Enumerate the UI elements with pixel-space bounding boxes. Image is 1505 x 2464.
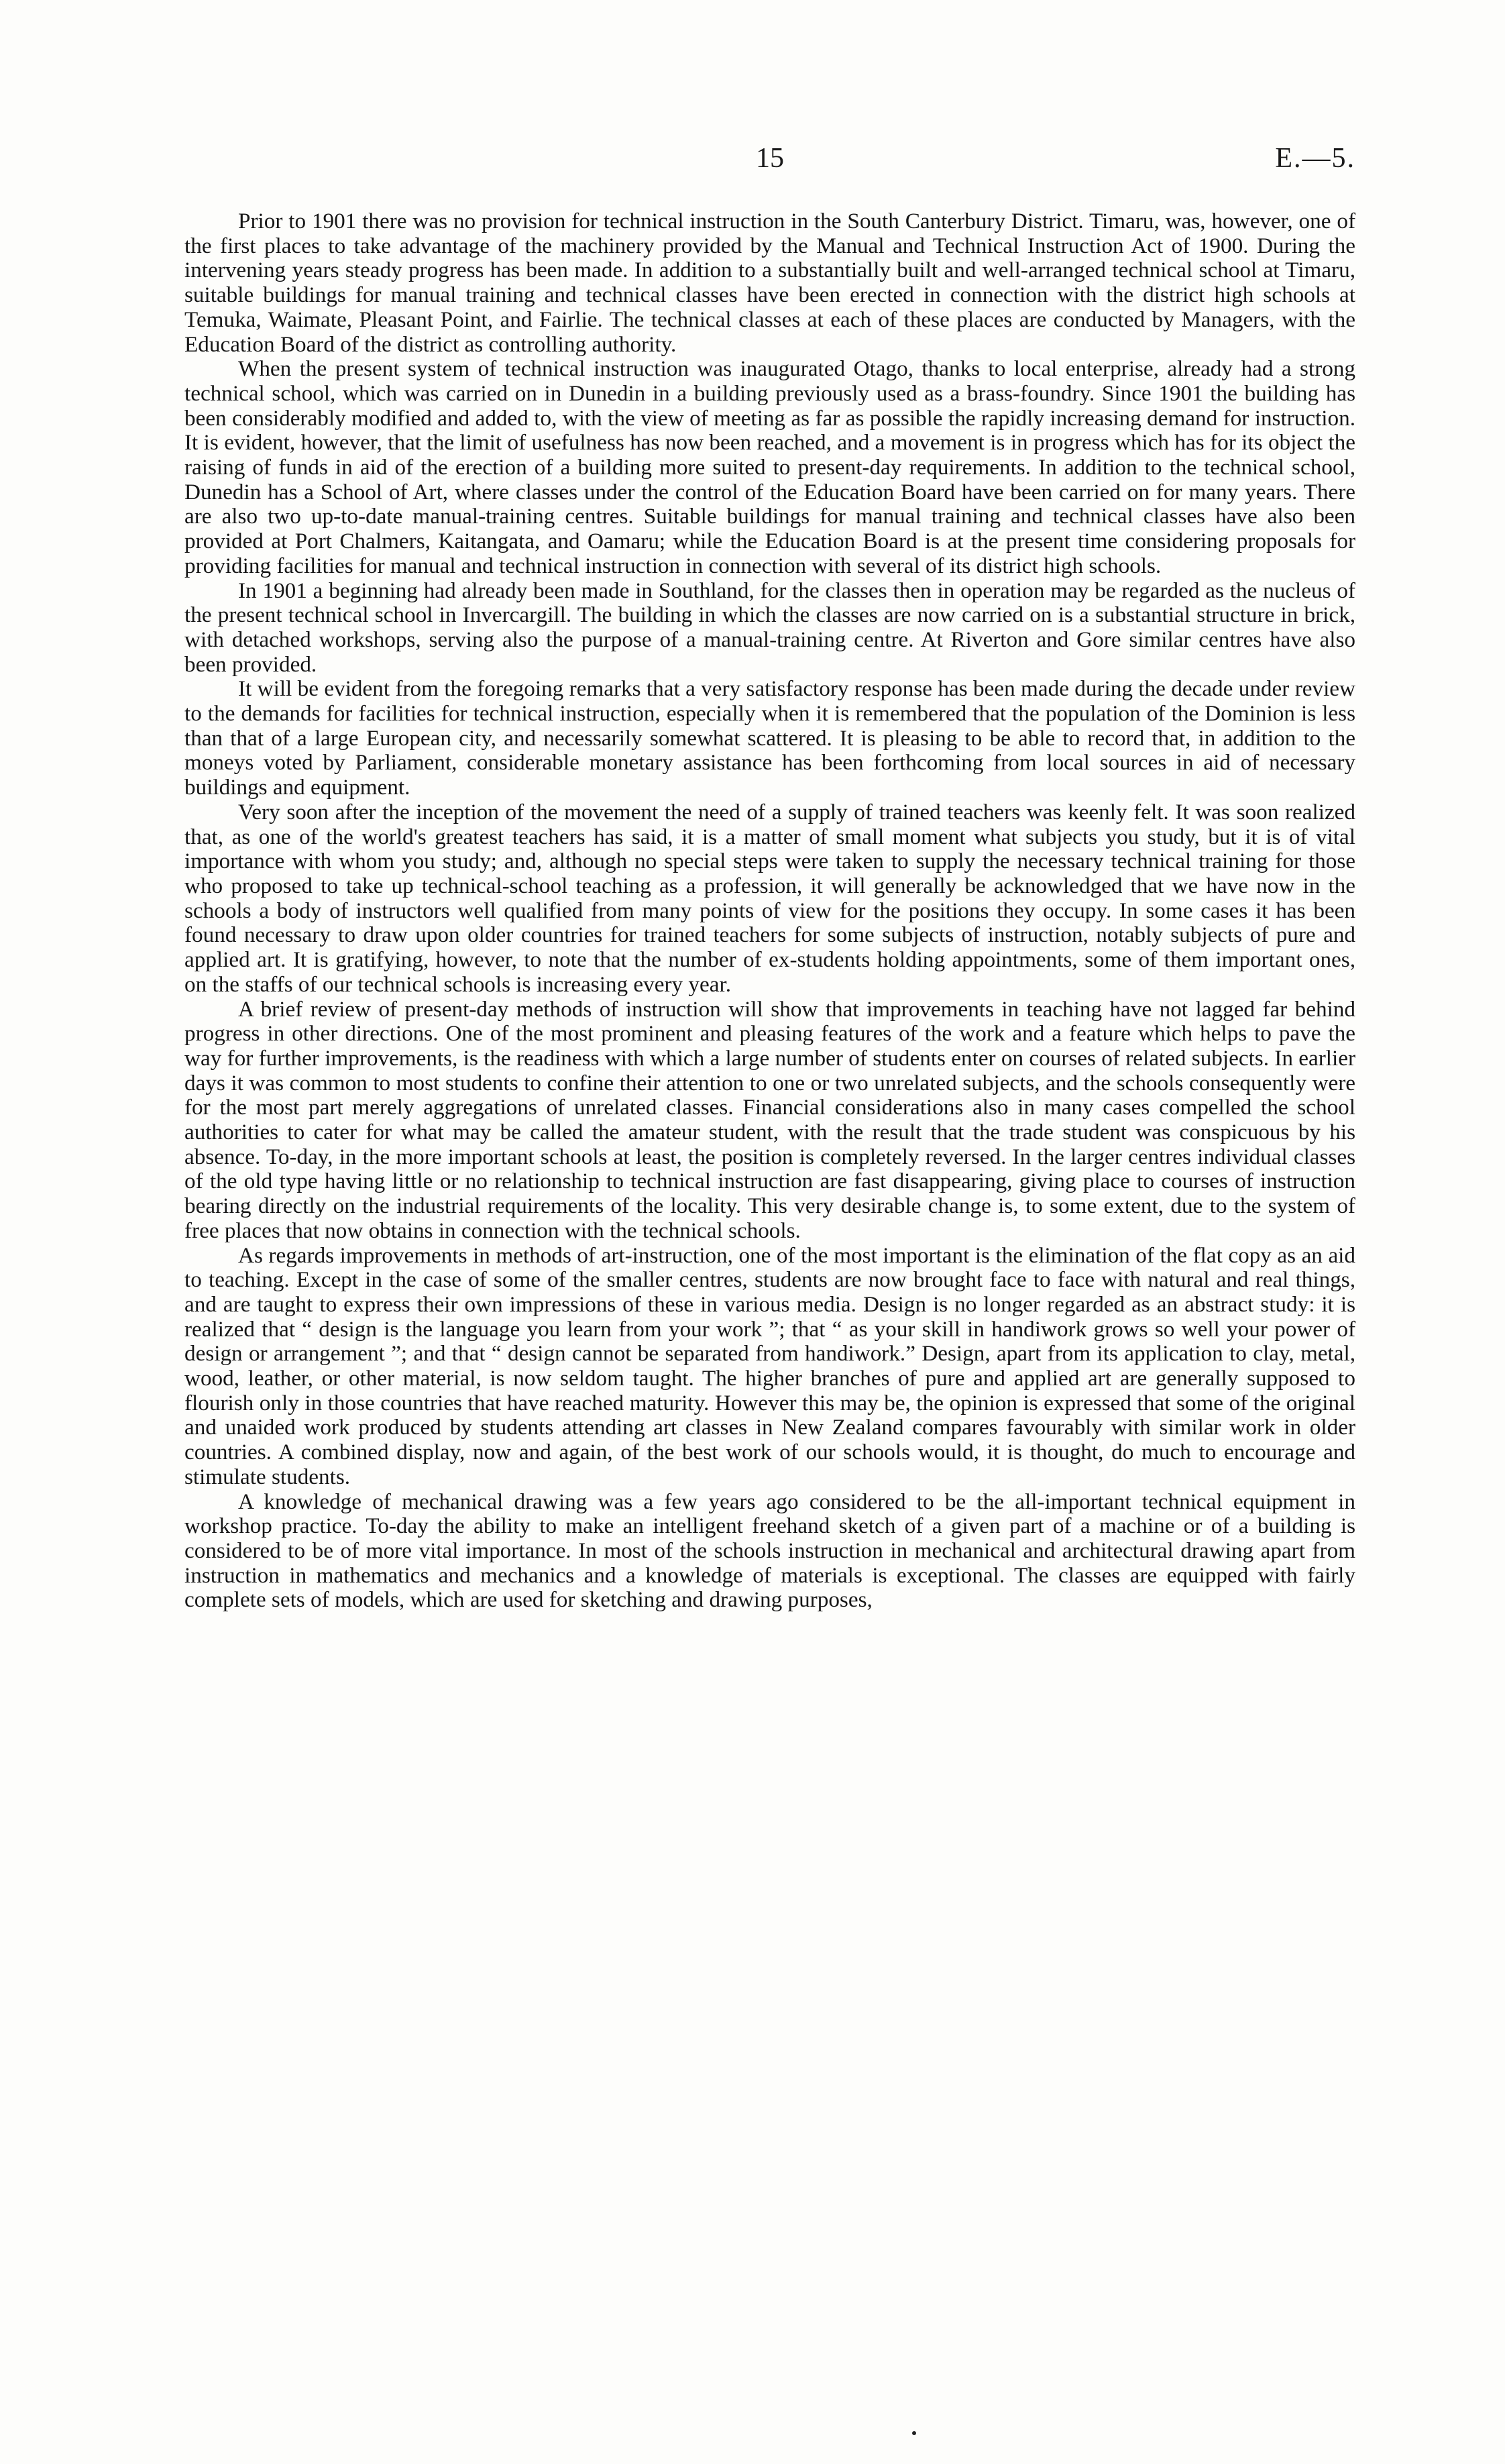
page-number: 15	[756, 143, 784, 174]
paragraph-otago: When the present system of technical instruction was inaugurated Otago, thanks to local enterprise, already had a strong technical school, which was carried on in Dunedin in a building previously used as a brass-foundry. Since 1901 the building has been considerably modified and added to, with the view of meeting as far as possible the rapidly increasing demand for instruction. It is evident, however, that the limit of usefulness has now been reached, and a movement is in progress which has for its object the raising of funds in aid of the erection of a building more suited to present-day requirements. In addition to the technical school, Dunedin has a School of Art, where classes under the control of the Education Board have been carried on for many years. There are also two up-to-date manual-training centres. Suitable buildings for manual training and technical classes have also been provided at Port Chalmers, Kaitangata, and Oamaru; while the Education Board is at the present time considering proposals for providing facilities for manual and technical instruction in connection with several of its district high schools.	[184, 356, 1355, 578]
page-header	[184, 142, 1355, 182]
print-mark	[912, 2431, 916, 2435]
paragraph-response-summary: It will be evident from the foregoing remarks that a very satisfactory response has been made during the decade under review to the demands for facilities for technical instruction, especially when it is remembered that the population of the Dominion is less than that of a large European city, and necessarily somewhat scattered. It is pleasing to be able to record that, in addition to the moneys voted by Parliament, considerable monetary assistance has been forthcoming from local sources in aid of necessary buildings and equipment.	[184, 676, 1355, 800]
paragraph-south-canterbury: Prior to 1901 there was no provision for technical instruction in the South Canterbury District. Timaru, was, however, one of the first places to take advantage of the machinery provided by the Manual and Technical Instruction Act of 1900. During the intervening years steady progress has been made. In addition to a substantially built and well-arranged technical school at Timaru, suitable buildings for manual training and technical classes have been erected in connection with the district high schools at Temuka, Waimate, Pleasant Point, and Fairlie. The technical classes at each of these places are conducted by Managers, with the Education Board of the district as controlling authority.	[184, 209, 1355, 357]
paragraph-mechanical-drawing: A knowledge of mechanical drawing was a few years ago considered to be the all-important technical equipment in workshop practice. To-day the ability to make an intelligent freehand sketch of a given part of a machine or of a building is considered to be of more vital importance. In most of the schools instruction in mechanical and architectural drawing apart from instruction in mathematics and mechanics and a knowledge of materials is exceptional. The classes are equipped with fairly complete sets of models, which are used for sketching and drawing purposes,	[184, 1489, 1355, 1613]
paragraph-southland: In 1901 a beginning had already been made in Southland, for the classes then in operation may be regarded as the nucleus of the present technical school in Invercargill. The building in which the classes are now carried on is a substantial structure in brick, with detached workshops, serving also the purpose of a manual-training centre. At Riverton and Gore similar centres have also been provided.	[184, 578, 1355, 677]
paragraph-methods-of-instruction: A brief review of present-day methods of instruction will show that improvements in teaching have not lagged far behind progress in other directions. One of the most prominent and pleasing features of the work and a feature which helps to pave the way for further improvements, is the readiness with which a large number of students enter on courses of related subjects. In earlier days it was common to most students to confine their attention to one or two unrelated subjects, and the schools consequently were for the most part merely aggregations of unrelated classes. Financial considerations also in many cases compelled the school authorities to cater for what may be called the amateur student, with the result that the trade student was conspicuous by his absence. To-day, in the more important schools at least, the position is completely reversed. In the larger centres individual classes of the old type having little or no relationship to technical instruction are fast disappearing, giving place to courses of instruction bearing directly on the industrial requirements of the locality. This very desirable change is, to some extent, due to the system of free places that now obtains in connection with the technical schools.	[184, 996, 1355, 1243]
paragraph-trained-teachers: Very soon after the inception of the movement the need of a supply of trained teachers was keenly felt. It was soon realized that, as one of the world's greatest teachers has said, it is a matter of small moment what subjects you study, but it is of vital importance with whom you study; and, although no special steps were taken to supply the necessary technical training for those who proposed to take up technical-school teaching as a profession, it will generally be acknowledged that we have now in the schools a body of instructors well qualified from many points of view for the positions they occupy. In some cases it has been found necessary to draw upon older countries for trained teachers for some subjects of instruction, notably subjects of pure and applied art. It is gratifying, however, to note that the number of ex-students holding appointments, some of them important ones, on the staffs of our technical schools is increasing every year.	[184, 799, 1355, 997]
paragraph-art-instruction: As regards improvements in methods of art-instruction, one of the most important is the elimination of the flat copy as an aid to teaching. Except in the case of some of the smaller centres, students are now brought face to face with natural and real things, and are taught to express their own impressions of these in various media. Design is no longer regarded as an abstract study: it is realized that “ design is the language you learn from your work ”; that “ as your skill in handiwork grows so well your power of design or arrangement ”; and that “ design cannot be separated from handiwork.” Design, apart from its application to clay, metal, wood, leather, or other material, is now seldom taught. The higher branches of pure and applied art are generally supposed to flourish only in those countries that have reached maturity. However this may be, the opinion is expressed that some of the original and unaided work produced by students attending art classes in New Zealand compares favourably with similar work in older countries. A combined display, now and again, of the best work of our schools would, it is thought, do much to encourage and stimulate students.	[184, 1242, 1355, 1489]
body-text	[184, 209, 1355, 1613]
document-reference: E.—5.	[1275, 143, 1355, 174]
